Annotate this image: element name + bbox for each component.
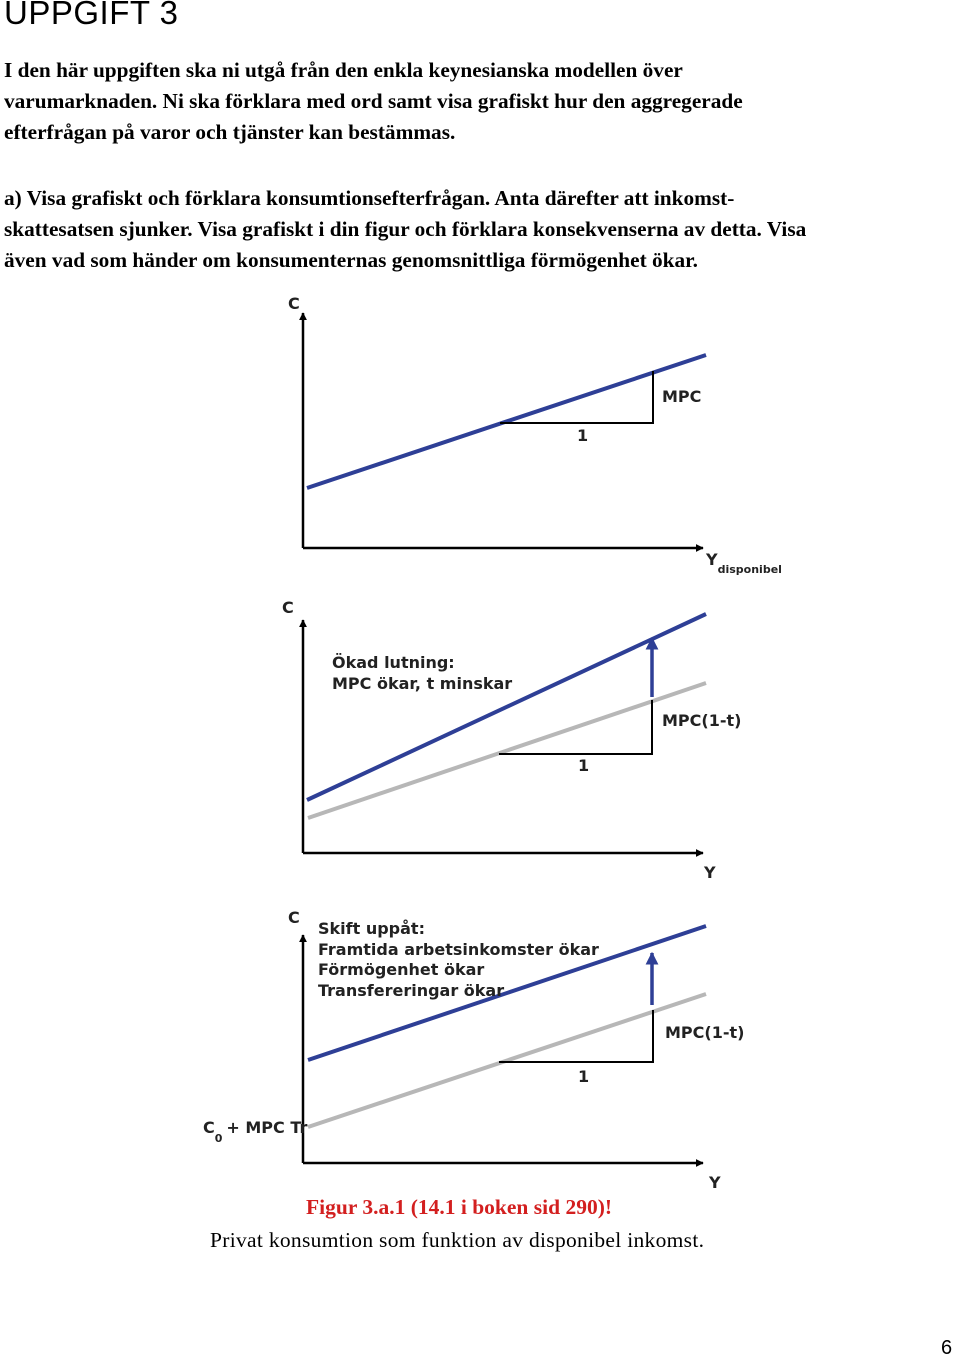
figure-upward-shift xyxy=(203,908,744,1192)
figure-reference-caption: Figur 3.a.1 (14.1 i boken sid 290)! xyxy=(306,1195,613,1219)
intro-line: varumarknaden. Ni ska förklara med ord samt visa grafiskt hur den aggregerade xyxy=(4,89,743,113)
annotation-line: Skift uppåt: xyxy=(318,919,425,938)
annotation-line: MPC ökar, t minskar xyxy=(332,674,513,693)
x-axis-var: Y xyxy=(706,550,718,569)
annotation-line: Förmögenhet ökar xyxy=(318,960,485,979)
intercept-label xyxy=(203,1118,308,1145)
intercept-rest: + MPC Tr xyxy=(226,1118,308,1137)
intercept-c: C xyxy=(203,1118,215,1137)
figure-slope-increase xyxy=(282,598,741,882)
task-line: även vad som händer om konsumenternas genomsnittliga förmögenhet ökar. xyxy=(4,248,698,272)
run-label: 1 xyxy=(578,1067,590,1086)
reference-line xyxy=(308,994,706,1127)
x-axis-subscript: disponibel xyxy=(717,563,782,576)
y-axis-label: C xyxy=(288,294,300,313)
page-number: 6 xyxy=(941,1337,953,1359)
intro-line: I den här uppgiften ska ni utgå från den enkla keynesianska modellen över xyxy=(4,58,683,82)
x-axis-label: Y xyxy=(709,1173,721,1192)
y-axis-label: C xyxy=(282,598,294,617)
consumption-line xyxy=(307,355,706,488)
x-axis-label xyxy=(705,550,782,576)
slope-label: MPC(1-t) xyxy=(662,711,742,730)
x-axis-label: Y xyxy=(704,863,716,882)
slope-label: MPC xyxy=(662,387,702,406)
annotation-line: Ökad lutning: xyxy=(332,653,455,672)
figure-description-caption: Privat konsumtion som funktion av disponibel inkomst. xyxy=(210,1228,705,1252)
run-label: 1 xyxy=(577,426,589,445)
intercept-subscript: 0 xyxy=(214,1132,223,1145)
slope-label: MPC(1-t) xyxy=(665,1023,745,1042)
task-line: a) Visa grafiskt och förklara konsumtionsefterfrågan. Anta därefter att inkomst- xyxy=(4,186,735,210)
figure-consumption-basic xyxy=(288,294,782,576)
consumption-line-steeper xyxy=(307,614,706,800)
annotation-line: Framtida arbetsinkomster ökar xyxy=(318,940,599,959)
task-line: skattesatsen sjunker. Visa grafiskt i din figur och förklara konsekvenserna av detta. Visa xyxy=(4,217,807,241)
annotation-line: Transfereringar ökar xyxy=(318,981,505,1000)
y-axis-label: C xyxy=(288,908,300,927)
run-label: 1 xyxy=(578,756,590,775)
intro-line: efterfrågan på varor och tjänster kan bestämmas. xyxy=(4,120,456,144)
reference-line xyxy=(308,683,706,818)
page-heading: UPPGIFT 3 xyxy=(4,0,179,31)
